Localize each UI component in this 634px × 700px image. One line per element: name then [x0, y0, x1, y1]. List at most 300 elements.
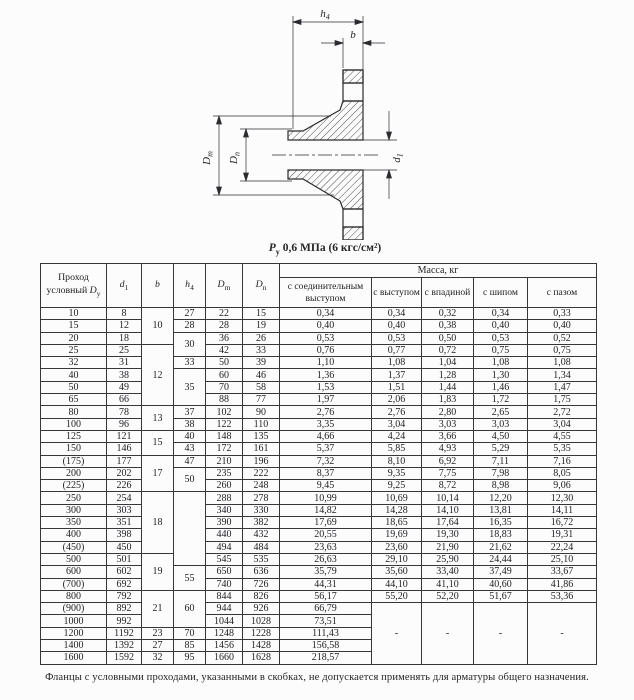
cell: 26,63 — [280, 553, 372, 565]
cell: 1200 — [41, 627, 107, 639]
mass-col-tenon: с шипом — [474, 278, 528, 308]
cell: 350 — [41, 517, 107, 529]
col-header-b: b — [142, 264, 174, 308]
dim-label-h4: $h_4$ — [320, 8, 330, 22]
cell: 278 — [243, 492, 280, 504]
cell: 8,98 — [474, 480, 528, 492]
cell: 66,79 — [280, 603, 372, 615]
cell: 1248 — [206, 627, 243, 639]
cell: 0,34 — [280, 308, 372, 320]
cell: 0,40 — [372, 320, 422, 332]
mass-group-header: Масса, кг — [280, 264, 597, 278]
cell: 14,82 — [280, 504, 372, 516]
cell: 172 — [206, 443, 243, 455]
cell: 148 — [206, 430, 243, 442]
cell: 17,69 — [280, 517, 372, 529]
cell: 18,83 — [474, 529, 528, 541]
cell: 26 — [243, 332, 280, 344]
cell: 2,06 — [372, 394, 422, 406]
cell: 32 — [41, 357, 107, 369]
cell: 9,35 — [372, 467, 422, 479]
table-row — [41, 517, 597, 529]
table-body — [41, 308, 597, 665]
cell: 41,10 — [422, 578, 474, 590]
cell: 19 — [243, 320, 280, 332]
cell: 1,47 — [528, 381, 597, 393]
cell: 18 — [142, 492, 174, 553]
cell: 19,69 — [372, 529, 422, 541]
cell: 19,31 — [528, 529, 597, 541]
cell: 38 — [174, 418, 206, 430]
cell: 4,55 — [528, 430, 597, 442]
cell: 1028 — [243, 615, 280, 627]
cell: 146 — [107, 443, 142, 455]
cell: 2,65 — [474, 406, 528, 418]
cell: 844 — [206, 590, 243, 602]
cell: 135 — [243, 430, 280, 442]
cell: 65 — [41, 394, 107, 406]
cell: 37,49 — [474, 566, 528, 578]
table-row — [41, 443, 597, 455]
cell: 50 — [174, 467, 206, 492]
cell: 29,10 — [372, 553, 422, 565]
cell: 0,75 — [528, 344, 597, 356]
cell: 0,75 — [474, 344, 528, 356]
cell: 1400 — [41, 640, 107, 652]
cell: 13 — [142, 406, 174, 431]
cell: 303 — [107, 504, 142, 516]
cell: 9,45 — [280, 480, 372, 492]
cell: 1628 — [243, 652, 280, 664]
cell: 351 — [107, 517, 142, 529]
cell: 12 — [107, 320, 142, 332]
col-header-h4: $h_4$ — [174, 264, 206, 308]
cell: 21,90 — [422, 541, 474, 553]
cell: 121 — [107, 430, 142, 442]
cell: 23 — [142, 627, 174, 639]
cell: 53,36 — [528, 590, 597, 602]
table-row — [41, 529, 597, 541]
cell: 33,67 — [528, 566, 597, 578]
table-row — [41, 455, 597, 467]
cell: 20 — [41, 332, 107, 344]
cell: 85 — [174, 640, 206, 652]
cell: 78 — [107, 406, 142, 418]
cell: 600 — [41, 566, 107, 578]
cell: 5,85 — [372, 443, 422, 455]
cell: 3,03 — [474, 418, 528, 430]
cell: 1,04 — [422, 357, 474, 369]
cell: 7,16 — [528, 455, 597, 467]
table-row — [41, 492, 597, 504]
cell: 31 — [107, 357, 142, 369]
cell: 226 — [107, 480, 142, 492]
cell: 18 — [107, 332, 142, 344]
cell: 25 — [41, 344, 107, 356]
cell: 55 — [174, 566, 206, 591]
cell: 36 — [206, 332, 243, 344]
cell: 0,53 — [372, 332, 422, 344]
cell: 1,37 — [372, 369, 422, 381]
cell — [174, 492, 206, 566]
cell: - — [422, 603, 474, 664]
cell: 7,32 — [280, 455, 372, 467]
cell: 24,44 — [474, 553, 528, 565]
cell: 202 — [107, 467, 142, 479]
cell: 88 — [206, 394, 243, 406]
cell: 1192 — [107, 627, 142, 639]
cell: 484 — [243, 541, 280, 553]
cell: 4,24 — [372, 430, 422, 442]
cell: 7,11 — [474, 455, 528, 467]
cell: 2,76 — [372, 406, 422, 418]
cell: 650 — [206, 566, 243, 578]
table-row — [41, 578, 597, 590]
cell: 1,83 — [422, 394, 474, 406]
cell: 15 — [142, 430, 174, 455]
cell: 100 — [41, 418, 107, 430]
cell: 2,76 — [280, 406, 372, 418]
cell: 288 — [206, 492, 243, 504]
cell: - — [474, 603, 528, 664]
cell: 161 — [243, 443, 280, 455]
cell: 0,53 — [280, 332, 372, 344]
table-row — [41, 590, 597, 602]
cell: 52,20 — [422, 590, 474, 602]
dim-label-dn: $D_n$ — [228, 152, 242, 164]
cell: 55,20 — [372, 590, 422, 602]
cell: 32 — [142, 652, 174, 664]
cell: 27 — [174, 308, 206, 320]
cell: 46 — [243, 369, 280, 381]
cell: 35 — [174, 369, 206, 406]
cell: 3,03 — [422, 418, 474, 430]
cell: 494 — [206, 541, 243, 553]
cell: 35,79 — [280, 566, 372, 578]
cell: 33 — [174, 357, 206, 369]
cell: 177 — [107, 455, 142, 467]
cell: 792 — [107, 590, 142, 602]
cell: 1,51 — [372, 381, 422, 393]
cell: - — [372, 603, 422, 664]
cell: 4,50 — [474, 430, 528, 442]
cell: 95 — [174, 652, 206, 664]
cell: 28 — [206, 320, 243, 332]
cell: 42 — [206, 344, 243, 356]
cell: 5,35 — [528, 443, 597, 455]
cell: 692 — [107, 578, 142, 590]
table-row — [41, 467, 597, 479]
mass-col-groove: с пазом — [528, 278, 597, 308]
cell: 1,97 — [280, 394, 372, 406]
cell: 1456 — [206, 640, 243, 652]
caption-var: P — [268, 242, 276, 254]
cell: 0,40 — [528, 320, 597, 332]
cell: 0,32 — [422, 308, 474, 320]
cell: 10 — [41, 308, 107, 320]
cell: (700) — [41, 578, 107, 590]
cell: 40 — [41, 369, 107, 381]
cell: 15 — [243, 308, 280, 320]
col-header-dn: $D_n$ — [243, 264, 280, 308]
table-row — [41, 394, 597, 406]
cell: 3,35 — [280, 418, 372, 430]
cell: 17 — [142, 455, 174, 492]
cell: 501 — [107, 553, 142, 565]
cell: 150 — [41, 443, 107, 455]
cell: 1228 — [243, 627, 280, 639]
cell: 254 — [107, 492, 142, 504]
cell: 1,53 — [280, 381, 372, 393]
cell: 1600 — [41, 652, 107, 664]
cell: 432 — [243, 529, 280, 541]
cell: 16,72 — [528, 517, 597, 529]
cell: 9,06 — [528, 480, 597, 492]
cell: 1,08 — [528, 357, 597, 369]
cell: 10,14 — [422, 492, 474, 504]
dim-label-dm: $D_m$ — [201, 151, 215, 165]
cell: 926 — [243, 603, 280, 615]
cell: 545 — [206, 553, 243, 565]
cell: 382 — [243, 517, 280, 529]
cell: 1,10 — [280, 357, 372, 369]
cell: 37 — [174, 406, 206, 418]
cell: 500 — [41, 553, 107, 565]
cell: 60 — [174, 590, 206, 627]
cell: 30 — [174, 332, 206, 357]
hub-lower-section — [288, 170, 363, 209]
cell: 944 — [206, 603, 243, 615]
cell: 248 — [243, 480, 280, 492]
cell: 0,53 — [474, 332, 528, 344]
cell: 0,76 — [280, 344, 372, 356]
cell: 1,28 — [422, 369, 474, 381]
table-row — [41, 320, 597, 332]
cell: 300 — [41, 504, 107, 516]
cell: (225) — [41, 480, 107, 492]
cell: 1,30 — [474, 369, 528, 381]
dim-label-b: b — [350, 29, 356, 41]
table-row — [41, 603, 597, 615]
cell: 1000 — [41, 615, 107, 627]
cell: 390 — [206, 517, 243, 529]
cell: 5,37 — [280, 443, 372, 455]
cell: 43 — [174, 443, 206, 455]
cell: 1,72 — [474, 394, 528, 406]
cell: 740 — [206, 578, 243, 590]
flange-drawing — [160, 2, 490, 240]
cell: 0,40 — [474, 320, 528, 332]
cell: 15 — [41, 320, 107, 332]
cell: 19 — [142, 553, 174, 590]
cell: 218,57 — [280, 652, 372, 664]
cell: 40 — [174, 430, 206, 442]
cell: 0,40 — [280, 320, 372, 332]
cell: 20,55 — [280, 529, 372, 541]
cell: 8,37 — [280, 467, 372, 479]
cell: - — [528, 603, 597, 664]
hub-upper-section — [288, 101, 363, 140]
cell: 33 — [243, 344, 280, 356]
cell: 0,34 — [372, 308, 422, 320]
cell: 330 — [243, 504, 280, 516]
cell: 22,24 — [528, 541, 597, 553]
cell: 10,99 — [280, 492, 372, 504]
cell: 2,80 — [422, 406, 474, 418]
pressure-caption: $P_у$ 0,6 МПа (6 кгс/см²) — [268, 242, 382, 257]
mass-col-recess: с впадиной — [422, 278, 474, 308]
cell: 22 — [206, 308, 243, 320]
cell: 102 — [206, 406, 243, 418]
table-row — [41, 332, 597, 344]
cell: 440 — [206, 529, 243, 541]
cell: 19,30 — [422, 529, 474, 541]
cell: 8,10 — [372, 455, 422, 467]
cell: 23,63 — [280, 541, 372, 553]
cell: 90 — [243, 406, 280, 418]
cell: 1,08 — [474, 357, 528, 369]
flange-dimensions-table — [40, 263, 597, 665]
table-row — [41, 504, 597, 516]
cell: 602 — [107, 566, 142, 578]
cell: 1,36 — [280, 369, 372, 381]
cell: 636 — [243, 566, 280, 578]
cell: 535 — [243, 553, 280, 565]
cell: 10,69 — [372, 492, 422, 504]
cell: 400 — [41, 529, 107, 541]
cell: 3,04 — [372, 418, 422, 430]
cell: 39 — [243, 357, 280, 369]
cell: 7,75 — [422, 467, 474, 479]
mass-col-protrusion: с выступом — [372, 278, 422, 308]
cell: 1660 — [206, 652, 243, 664]
cell: 49 — [107, 381, 142, 393]
table-row — [41, 418, 597, 430]
cell: 50 — [41, 381, 107, 393]
cell: 125 — [41, 430, 107, 442]
cell: 25 — [107, 344, 142, 356]
cell: 51,67 — [474, 590, 528, 602]
cell: 12 — [142, 344, 174, 405]
dim-label-d1: $d_1$ — [391, 153, 405, 163]
cell: 56,17 — [280, 590, 372, 602]
cell: 726 — [243, 578, 280, 590]
cell: 800 — [41, 590, 107, 602]
cell: 50 — [206, 357, 243, 369]
cell: 2,72 — [528, 406, 597, 418]
cell: 398 — [107, 529, 142, 541]
cell: 14,28 — [372, 504, 422, 516]
cell: 110 — [243, 418, 280, 430]
cell: 156,58 — [280, 640, 372, 652]
table-row — [41, 381, 597, 393]
cell: 3,66 — [422, 430, 474, 442]
cell: 6,92 — [422, 455, 474, 467]
cell: 14,11 — [528, 504, 597, 516]
cell: (900) — [41, 603, 107, 615]
cell: 196 — [243, 455, 280, 467]
cell: 1,34 — [528, 369, 597, 381]
cell: 25,10 — [528, 553, 597, 565]
cell: 70 — [206, 381, 243, 393]
cell: 96 — [107, 418, 142, 430]
cell: 260 — [206, 480, 243, 492]
cell: 66 — [107, 394, 142, 406]
cell: 16,35 — [474, 517, 528, 529]
cell: 340 — [206, 504, 243, 516]
cell: 250 — [41, 492, 107, 504]
cell: 450 — [107, 541, 142, 553]
cell: 122 — [206, 418, 243, 430]
cell: 38 — [107, 369, 142, 381]
cell: 3,04 — [528, 418, 597, 430]
cell: 0,34 — [474, 308, 528, 320]
cell: 200 — [41, 467, 107, 479]
cell: 47 — [174, 455, 206, 467]
cell: 33,40 — [422, 566, 474, 578]
cell: 1,46 — [474, 381, 528, 393]
cell: 235 — [206, 467, 243, 479]
cell: 826 — [243, 590, 280, 602]
cell: 14,10 — [422, 504, 474, 516]
cell: 44,31 — [280, 578, 372, 590]
table-row — [41, 406, 597, 418]
cell: 10 — [142, 308, 174, 345]
cell: 12,20 — [474, 492, 528, 504]
cell: 70 — [174, 627, 206, 639]
cell: 5,29 — [474, 443, 528, 455]
cell: 1044 — [206, 615, 243, 627]
cell: 28 — [174, 320, 206, 332]
cell: 0,77 — [372, 344, 422, 356]
cell: 222 — [243, 467, 280, 479]
cell: 40,60 — [474, 578, 528, 590]
table-row — [41, 308, 597, 320]
cell: 0,72 — [422, 344, 474, 356]
cell: 21,62 — [474, 541, 528, 553]
cell: 60 — [206, 369, 243, 381]
cell: 73,51 — [280, 615, 372, 627]
cell: 80 — [41, 406, 107, 418]
footnote: Фланцы с условными проходами, указанными в скобках, не допускается применять для арматуры общего назначения. — [45, 672, 589, 683]
cell: 892 — [107, 603, 142, 615]
table-row — [41, 357, 597, 369]
table-row — [41, 553, 597, 565]
cell: 0,38 — [422, 320, 474, 332]
cell: 8,05 — [528, 467, 597, 479]
cell: 1,75 — [528, 394, 597, 406]
col-header-d1: $d_1$ — [107, 264, 142, 308]
cell: 13,81 — [474, 504, 528, 516]
cell: 35,60 — [372, 566, 422, 578]
cell: 27 — [142, 640, 174, 652]
cell: 8 — [107, 308, 142, 320]
cell: 0,52 — [528, 332, 597, 344]
table-row — [41, 541, 597, 553]
table-row — [41, 566, 597, 578]
cell: 21 — [142, 590, 174, 627]
cell: 1428 — [243, 640, 280, 652]
cell: 8,72 — [422, 480, 474, 492]
table-row — [41, 480, 597, 492]
cell: 18,65 — [372, 517, 422, 529]
cell: 44,10 — [372, 578, 422, 590]
cell: 0,33 — [528, 308, 597, 320]
cell: 1592 — [107, 652, 142, 664]
cell: (175) — [41, 455, 107, 467]
cell: 17,64 — [422, 517, 474, 529]
cell: 0,50 — [422, 332, 474, 344]
